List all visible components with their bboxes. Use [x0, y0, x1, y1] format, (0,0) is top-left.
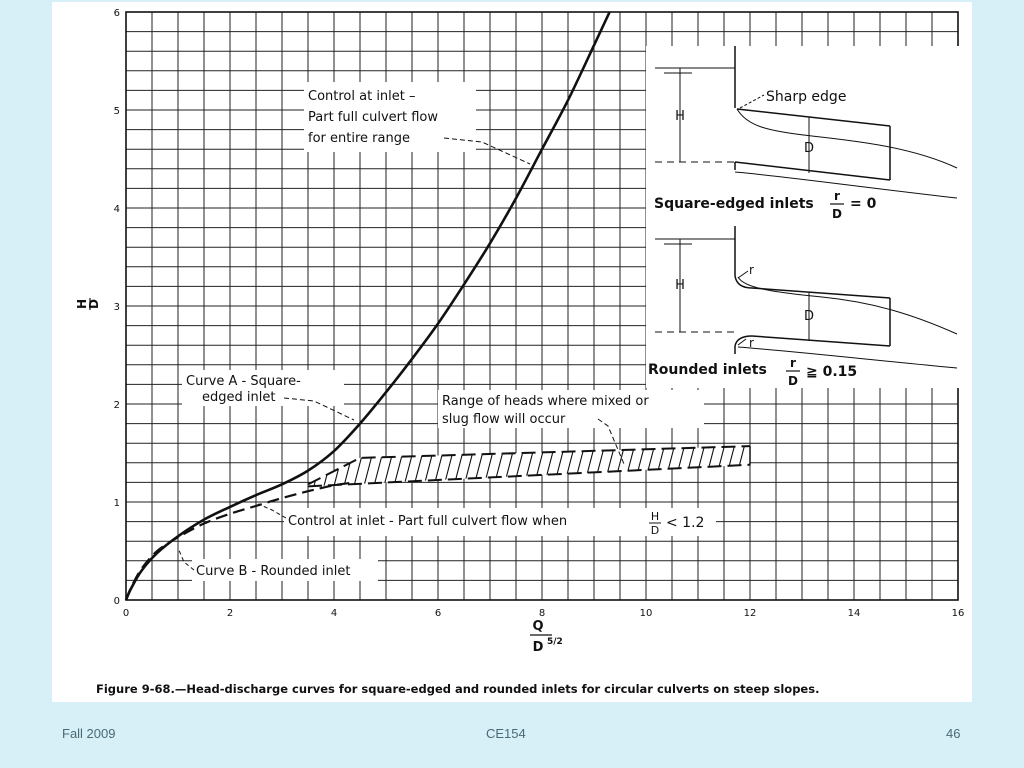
y-label-num: H: [75, 298, 89, 310]
x-tick-label: 14: [847, 608, 861, 619]
x-tick-label: 12: [743, 608, 757, 619]
x-axis-label: [530, 619, 563, 655]
control-inlet-full-line2: Part full culvert flow: [308, 110, 439, 125]
square-edged-label: Square-edged inlets: [654, 196, 814, 212]
curve-b-text: Curve B - Rounded inlet: [196, 564, 351, 579]
rounded-ratio-num: r: [790, 356, 796, 370]
control-inlet-part-text: Control at inlet - Part full culvert flow when: [288, 514, 568, 529]
y-tick-label: 0: [113, 596, 120, 607]
hatch-line: [292, 438, 306, 492]
square-ratio-den: D: [832, 207, 842, 221]
y-axis-label: [75, 298, 101, 310]
y-tick-label: 4: [113, 204, 120, 215]
y-tick-label: 1: [113, 498, 120, 509]
curve-a-line2: edged inlet: [202, 390, 276, 405]
figure-caption: Figure 9-68.—Head-discharge curves for square-edged and rounded inlets for circular culverts on steep slopes.: [96, 682, 820, 696]
curve-b-leader: [178, 548, 194, 570]
rounded-ratio-den: D: [788, 374, 798, 388]
x-label-den: D: [532, 640, 544, 655]
control-inlet-part-num: H: [650, 510, 660, 523]
square-d-label: D: [803, 141, 815, 156]
square-h-label: H: [675, 109, 685, 124]
y-tick-label: 3: [113, 302, 120, 313]
hatch-line: [752, 438, 766, 492]
x-tick-label: 6: [434, 608, 442, 619]
rounded-d-label: D: [803, 309, 815, 324]
y-tick-label: 2: [113, 400, 120, 411]
hatch-line: [762, 438, 776, 492]
y-label-den: D: [87, 299, 101, 309]
rounded-label: Rounded inlets: [648, 362, 767, 378]
head-discharge-chart: [52, 2, 972, 702]
square-ratio-num: r: [834, 189, 840, 203]
rounded-ratio-value: ≧ 0.15: [806, 364, 858, 380]
x-tick-label: 2: [226, 608, 234, 619]
y-tick-label: 5: [113, 106, 120, 117]
x-tick-label: 10: [639, 608, 653, 619]
square-ratio-value: = 0: [850, 196, 877, 212]
control-inlet-full-line1: Control at inlet –: [308, 89, 416, 104]
figure-sheet: [52, 2, 972, 702]
x-tick-label: 16: [951, 608, 965, 619]
x-label-num: Q: [532, 619, 544, 634]
curve-a-line1: Curve A - Square-: [186, 374, 301, 389]
slug-flow-band: [292, 438, 776, 492]
x-tick-label: 4: [330, 608, 338, 619]
x-tick-labels: [123, 608, 965, 619]
x-label-exp: 5/2: [547, 637, 563, 647]
range-heads-line2: slug flow will occur: [442, 412, 566, 427]
control-inlet-part-den: D: [650, 524, 660, 537]
x-tick-label: 8: [538, 608, 546, 619]
rounded-r-label-bottom: r: [749, 336, 754, 350]
sharp-edge-label: Sharp edge: [766, 89, 847, 105]
control-inlet-part-rel: < 1.2: [666, 515, 705, 531]
control-inlet-full-line3: for entire range: [308, 131, 410, 146]
y-tick-label: 6: [113, 8, 120, 19]
inlet-inset: [646, 46, 964, 388]
rounded-r-label-top: r: [749, 263, 754, 277]
y-tick-labels: [114, 8, 120, 607]
range-heads-line1: Range of heads where mixed or: [442, 394, 649, 409]
footer-page-number: 46: [946, 726, 961, 741]
footer-date: Fall 2009: [62, 726, 116, 741]
rounded-h-label: H: [675, 278, 685, 293]
footer-course: CE154: [486, 726, 526, 741]
x-tick-label: 0: [122, 608, 130, 619]
